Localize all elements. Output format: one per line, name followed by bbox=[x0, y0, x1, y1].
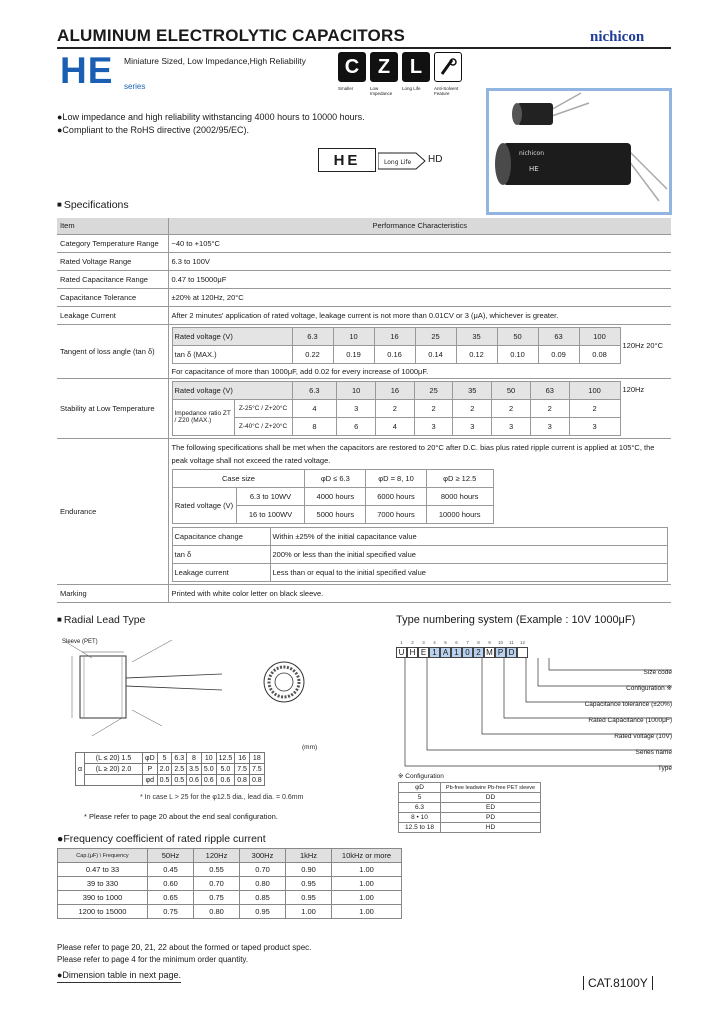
series-word: series bbox=[124, 82, 146, 91]
page-title: ALUMINUM ELECTROLYTIC CAPACITORS bbox=[57, 26, 405, 45]
header-rule bbox=[57, 47, 671, 49]
table-row: 39 to 330 0.60 0.70 0.80 0.95 1.00 bbox=[58, 877, 402, 891]
code-char: P bbox=[495, 647, 506, 658]
table-row: 390 to 1000 0.65 0.75 0.85 0.95 1.00 bbox=[58, 891, 402, 905]
config-table: φD Pb-free leadwire Pb-free PET sleeve 5 DD 6.3 ED 8 • 10 PD 12.5 to 18 HD bbox=[398, 782, 541, 833]
product-photo bbox=[486, 88, 672, 215]
endurance-hours-table: Case size φD ≤ 6.3 φD = 8, 10 φD ≥ 12.5 Rated voltage (V) 6.3 to 10WV 4000 hours 6000 hours 8000 hours 16 to 100WV 5000 hours 7000 hours 10000 hours bbox=[172, 469, 494, 524]
svg-text:HE: HE bbox=[529, 165, 539, 173]
bullet-item: ●Low impedance and high reliability withstancing 4000 hours to 10000 hours. bbox=[57, 112, 365, 122]
dimension-table: α (L ≤ 20) 1.5 φD 5 6.3 8 10 12.5 16 18 (L ≥ 20) 2.0 P 2.0 2.5 3.5 5.0 5.0 7.5 7.5 φd 0.5 0.5 0.6 0.6 0.6 0.8 0.8 bbox=[75, 752, 265, 786]
anti-solvent-icon bbox=[434, 52, 462, 82]
tangent-row: Tangent of loss angle (tan δ) Rated voltage (V) 6.3 10 16 25 35 50 63 100 120Hz 20°C tan δ (MAX.) 0.22 0.19 0.16 0.14 0.12 0.10 0.09 0.08 For capacitance of more than 1000μF, add 0.02 for every increase of 1000μF. bbox=[57, 324, 671, 378]
table-row: Category Temperature Range −40 to +105°C bbox=[57, 234, 671, 252]
stability-row: Stability at Low Temperature Rated voltage (V) 6.3 10 16 25 35 50 63 100 120Hz Impedance ratio ZT / Z20 (MAX.) Z-25°C / Z+20°C 4 3 2 2 2 2 2 2 Z-40°C / Z+20°C 8 6 4 3 3 3 3 3 bbox=[57, 378, 671, 438]
radial-title: ■ Radial Lead Type bbox=[57, 614, 145, 626]
feature-badges bbox=[338, 52, 462, 82]
badge-label: Low Impedance bbox=[370, 86, 393, 96]
bullet-item: ●Compliant to the RoHS directive (2002/95/EC). bbox=[57, 125, 250, 135]
catalog-number: CAT.8100Y bbox=[583, 976, 653, 990]
code-char bbox=[517, 647, 528, 658]
code-index: 1 2 3 4 5 6 7 8 9 10 11 12 bbox=[400, 640, 525, 645]
frequency-title: ●Frequency coefficient of rated ripple current bbox=[57, 833, 266, 845]
badge-label: Anti-Solvent Feature bbox=[434, 86, 459, 96]
endurance-intro: The following specifications shall be met when the capacitors are restored to 20°C after D.C. bias plus rated ripple current is applied at 105°C, the peak voltage shall not exceed the rated voltage. bbox=[171, 442, 655, 465]
endurance-checks-table: Capacitance change Within ±25% of the initial capacitance value tan δ 200% or less than the initial specified value Leakage current Less than or equal to the initial specified value bbox=[172, 527, 669, 582]
table-row: 1200 to 15000 0.75 0.80 0.95 1.00 1.00 bbox=[58, 905, 402, 919]
dim-unit: (mm) bbox=[302, 744, 318, 751]
table-row: Rated Capacitance Range 0.47 to 15000μF bbox=[57, 270, 671, 288]
code-char: 1 bbox=[451, 647, 462, 658]
arrow-label: Long Life bbox=[384, 159, 412, 166]
series-lineage-to: HD bbox=[428, 154, 443, 165]
code-char: M bbox=[484, 647, 495, 658]
type-numbering-title: Type numbering system (Example : 10V 1000μF) bbox=[396, 614, 636, 626]
code-char: D bbox=[506, 647, 517, 658]
config-title: ※ Configuration bbox=[398, 773, 444, 780]
tangent-table: Rated voltage (V) 6.3 10 16 25 35 50 63 100 120Hz 20°C tan δ (MAX.) 0.22 0.19 0.16 0.14 0.12 0.10 0.09 0.08 bbox=[172, 327, 669, 364]
series-description: Miniature Sized, Low Impedance,High Reliability bbox=[124, 56, 306, 66]
code-char: 1 bbox=[429, 647, 440, 658]
marking-row: Marking Printed with white color letter on black sleeve. bbox=[57, 584, 671, 602]
code-char: E bbox=[418, 647, 429, 658]
type-code-labels: Size code Configuration ※ Capacitance tolerance (±20%) Rated Capacitance (1000μF) Rated voltage (10V) Series name Type bbox=[584, 669, 672, 772]
frequency-table: Cap.(μF) \ Frequency 50Hz 120Hz 300Hz 1kHz 10kHz or more 0.47 to 33 0.45 0.55 0.70 0.90 1.00 39 to 330 0.60 0.70 0.80 0.95 1.00 390 to 1000 0.65 0.75 0.85 0.95 1.00 1200 to 15000 0.75 0.80 0.95 1.00 1.00 bbox=[57, 848, 402, 919]
series-name: HE bbox=[60, 50, 114, 91]
code-char: 0 bbox=[462, 647, 473, 658]
footer-notes: Please refer to page 20, 21, 22 about the formed or taped product spec. Please refer to page 4 for the minimum order quantity. bbox=[57, 943, 312, 964]
table-row: Capacitance Tolerance ±20% at 120Hz, 20°C bbox=[57, 288, 671, 306]
badge-label: Long Life bbox=[402, 86, 421, 91]
series-lineage-from: HE bbox=[318, 148, 376, 172]
feature-bullets bbox=[57, 111, 365, 137]
specs-title: ■ Specifications bbox=[57, 199, 129, 211]
long-life-arrow bbox=[378, 152, 426, 172]
badge-labels bbox=[338, 86, 462, 96]
code-char: H bbox=[407, 647, 418, 658]
badge-label: Smaller bbox=[338, 86, 354, 91]
smaller-icon: C bbox=[338, 52, 366, 82]
col-item: Item bbox=[57, 218, 168, 234]
stability-table: Rated voltage (V) 6.3 10 16 25 35 50 63 100 120Hz Impedance ratio ZT / Z20 (MAX.) Z-25°C / Z+20°C 4 3 2 2 2 2 2 2 Z-40°C / Z+20°C 8 6 4 3 3 3 3 3 bbox=[172, 381, 669, 436]
table-row: Leakage Current After 2 minutes' application of rated voltage, leakage current is not more than 0.01CV or 3 (μA), whichever is greater. bbox=[57, 306, 671, 324]
code-char: A bbox=[440, 647, 451, 658]
tangent-note: For capacitance of more than 1000μF, add 0.02 for every increase of 1000μF. bbox=[171, 366, 429, 376]
endurance-row: Endurance The following specifications shall be met when the capacitors are restored to 20°C after D.C. bias plus rated ripple current is applied at 105°C, the peak voltage shall not exceed the rated voltage. Case size φD ≤ 6.3 φD = 8, 10 φD ≥ 12.5 Rated voltage (V) 6.3 to 10WV 4000 hours 6000 hours 8000 hours 16 to 100WV 5000 hours 7000 hours 10000 hours Capacitance change Within ±25% of the initial capacitance value tan δ 200% or less than the initial specified value Leakage current Less than or equal to the initial specified value bbox=[57, 438, 671, 584]
table-row: 0.47 to 33 0.45 0.55 0.70 0.90 1.00 bbox=[58, 863, 402, 877]
sleeve-label: Sleeve (PET) bbox=[62, 639, 98, 645]
svg-text:nichicon: nichicon bbox=[519, 150, 545, 157]
low-impedance-icon: Z bbox=[370, 52, 398, 82]
table-row: Rated Voltage Range 6.3 to 100V bbox=[57, 252, 671, 270]
type-code-boxes bbox=[396, 647, 528, 658]
table-header-row bbox=[57, 218, 671, 234]
long-life-icon: L bbox=[402, 52, 430, 82]
end-view-drawing bbox=[262, 660, 306, 706]
lead-dia-note: * In case L > 25 for the φ12.5 dia., lead dia. = 0.6mm bbox=[140, 794, 304, 801]
specifications-table bbox=[57, 218, 671, 603]
code-char: U bbox=[396, 647, 407, 658]
col-performance: Performance Characteristics bbox=[168, 218, 671, 234]
brand-logo: nichicon bbox=[590, 29, 645, 45]
end-seal-note: * Please refer to page 20 about the end seal configuration. bbox=[84, 812, 278, 821]
radial-drawing bbox=[62, 634, 262, 751]
code-char: 2 bbox=[473, 647, 484, 658]
dimension-note: ●Dimension table in next page. bbox=[57, 970, 181, 983]
